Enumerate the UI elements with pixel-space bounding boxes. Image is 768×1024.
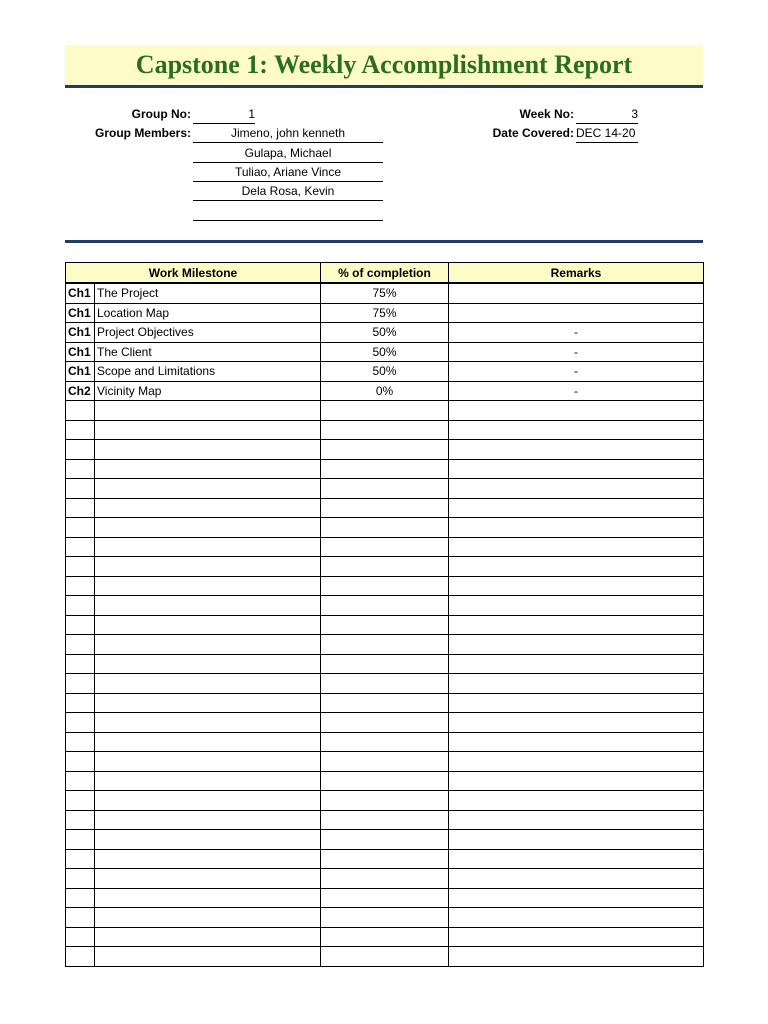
completion-cell: [321, 479, 449, 499]
table-row: [66, 752, 704, 772]
milestone-cell: [95, 693, 321, 713]
chapter-cell: [66, 401, 95, 421]
date-covered-label: Date Covered:: [492, 126, 574, 140]
completion-cell: [321, 674, 449, 694]
table-row: [66, 440, 704, 460]
chapter-cell: [66, 557, 95, 577]
chapter-cell: [66, 771, 95, 791]
chapter-cell: [66, 888, 95, 908]
completion-cell: [321, 420, 449, 440]
remarks-cell: [449, 537, 704, 557]
remarks-cell: [449, 557, 704, 577]
remarks-cell: [449, 615, 704, 635]
remarks-cell: [449, 713, 704, 733]
completion-cell: [321, 518, 449, 538]
milestone-cell: [95, 654, 321, 674]
table-row: [66, 635, 704, 655]
milestone-cell: [95, 635, 321, 655]
completion-cell: [321, 713, 449, 733]
table-row: [66, 401, 704, 421]
completion-cell: 50%: [321, 362, 449, 382]
member-1: Jimeno, john kenneth: [193, 125, 383, 143]
milestone-cell: Location Map: [95, 303, 321, 323]
table-row: [66, 674, 704, 694]
table-row: [66, 342, 704, 362]
chapter-cell: [66, 869, 95, 889]
chapter-cell: [66, 791, 95, 811]
remarks-cell: [449, 420, 704, 440]
milestone-cell: [95, 459, 321, 479]
table-row: [66, 596, 704, 616]
remarks-cell: [449, 908, 704, 928]
milestone-cell: [95, 830, 321, 850]
milestone-cell: [95, 947, 321, 967]
table-row: [66, 869, 704, 889]
chapter-cell: [66, 440, 95, 460]
remarks-cell: [449, 810, 704, 830]
completion-cell: 50%: [321, 342, 449, 362]
report-title: Capstone 1: Weekly Accomplishment Report: [135, 50, 633, 79]
table-row: [66, 732, 704, 752]
table-row: [66, 908, 704, 928]
chapter-cell: [66, 420, 95, 440]
table-row: [66, 576, 704, 596]
milestone-cell: [95, 849, 321, 869]
chapter-cell: [66, 849, 95, 869]
milestone-cell: [95, 596, 321, 616]
milestone-cell: Project Objectives: [95, 323, 321, 343]
chapter-cell: [66, 732, 95, 752]
completion-cell: [321, 771, 449, 791]
milestone-cell: [95, 752, 321, 772]
table-row: [66, 479, 704, 499]
milestone-cell: [95, 401, 321, 421]
remarks-cell: [449, 693, 704, 713]
remarks-cell: [449, 401, 704, 421]
milestone-cell: [95, 440, 321, 460]
table-row: [66, 303, 704, 323]
remarks-cell: [449, 674, 704, 694]
chapter-cell: Ch1: [66, 303, 95, 323]
completion-cell: [321, 401, 449, 421]
table-row: [66, 849, 704, 869]
completion-cell: [321, 576, 449, 596]
week-no-label: Week No:: [519, 107, 574, 121]
completion-cell: 50%: [321, 323, 449, 343]
remarks-cell: [449, 479, 704, 499]
remarks-cell: [449, 303, 704, 323]
chapter-cell: [66, 459, 95, 479]
header-remarks: Remarks: [449, 263, 704, 284]
table-row: [66, 323, 704, 343]
milestone-cell: [95, 498, 321, 518]
chapter-cell: [66, 810, 95, 830]
remarks-cell: [449, 732, 704, 752]
milestone-cell: [95, 888, 321, 908]
milestone-cell: [95, 713, 321, 733]
chapter-cell: [66, 947, 95, 967]
table-row: [66, 362, 704, 382]
milestone-cell: [95, 810, 321, 830]
milestone-cell: [95, 576, 321, 596]
chapter-cell: [66, 908, 95, 928]
remarks-cell: -: [449, 381, 704, 401]
completion-cell: [321, 732, 449, 752]
table-row: [66, 283, 704, 303]
milestone-cell: Vicinity Map: [95, 381, 321, 401]
remarks-cell: [449, 830, 704, 850]
chapter-cell: [66, 693, 95, 713]
completion-cell: [321, 927, 449, 947]
member-3: Tuliao, Ariane Vince: [193, 164, 383, 182]
chapter-cell: Ch1: [66, 283, 95, 303]
remarks-cell: [449, 635, 704, 655]
remarks-cell: [449, 849, 704, 869]
milestone-cell: [95, 908, 321, 928]
chapter-cell: Ch2: [66, 381, 95, 401]
completion-cell: [321, 557, 449, 577]
table-row: [66, 654, 704, 674]
completion-cell: [321, 537, 449, 557]
completion-cell: 75%: [321, 303, 449, 323]
remarks-cell: [449, 596, 704, 616]
milestone-cell: [95, 771, 321, 791]
remarks-cell: [449, 654, 704, 674]
chapter-cell: [66, 537, 95, 557]
table-row: [66, 771, 704, 791]
table-row: [66, 420, 704, 440]
completion-cell: [321, 596, 449, 616]
remarks-cell: [449, 498, 704, 518]
chapter-cell: [66, 615, 95, 635]
remarks-cell: [449, 888, 704, 908]
chapter-cell: [66, 596, 95, 616]
milestone-cell: [95, 537, 321, 557]
milestone-cell: [95, 615, 321, 635]
milestone-cell: [95, 420, 321, 440]
header-completion: % of completion: [321, 263, 449, 284]
remarks-cell: [449, 576, 704, 596]
remarks-cell: -: [449, 323, 704, 343]
completion-cell: [321, 908, 449, 928]
chapter-cell: [66, 927, 95, 947]
completion-cell: [321, 849, 449, 869]
remarks-cell: [449, 283, 704, 303]
chapter-cell: [66, 713, 95, 733]
milestone-cell: [95, 927, 321, 947]
remarks-cell: -: [449, 342, 704, 362]
week-no-value: 3: [576, 106, 638, 124]
completion-cell: [321, 830, 449, 850]
chapter-cell: [66, 830, 95, 850]
completion-cell: [321, 459, 449, 479]
milestone-cell: [95, 557, 321, 577]
milestone-cell: [95, 518, 321, 538]
group-members-label: Group Members:: [94, 126, 191, 140]
chapter-cell: [66, 674, 95, 694]
table-row: [66, 518, 704, 538]
completion-cell: [321, 498, 449, 518]
remarks-cell: [449, 791, 704, 811]
chapter-cell: [66, 654, 95, 674]
section-divider: [65, 240, 703, 243]
table-row: [66, 459, 704, 479]
milestone-cell: The Project: [95, 283, 321, 303]
member-2: Gulapa, Michael: [193, 145, 383, 163]
chapter-cell: Ch1: [66, 323, 95, 343]
completion-cell: 75%: [321, 283, 449, 303]
table-row: [66, 381, 704, 401]
table-row: [66, 830, 704, 850]
chapter-cell: Ch1: [66, 362, 95, 382]
report-title-bar: [65, 45, 703, 88]
table-header-row: [66, 263, 704, 284]
remarks-cell: [449, 869, 704, 889]
milestone-cell: Scope and Limitations: [95, 362, 321, 382]
milestone-cell: [95, 732, 321, 752]
remarks-cell: -: [449, 362, 704, 382]
milestone-cell: [95, 869, 321, 889]
chapter-cell: [66, 479, 95, 499]
table-row: [66, 713, 704, 733]
date-covered-value: DEC 14-20: [576, 125, 638, 143]
table-row: [66, 888, 704, 908]
chapter-cell: [66, 518, 95, 538]
group-no-label: Group No:: [131, 107, 191, 121]
table-row: [66, 498, 704, 518]
remarks-cell: [449, 771, 704, 791]
chapter-cell: [66, 576, 95, 596]
table-row: [66, 615, 704, 635]
remarks-cell: [449, 752, 704, 772]
completion-cell: [321, 869, 449, 889]
table-row: [66, 947, 704, 967]
completion-cell: 0%: [321, 381, 449, 401]
milestone-cell: The Client: [95, 342, 321, 362]
chapter-cell: Ch1: [66, 342, 95, 362]
chapter-cell: [66, 498, 95, 518]
member-4: Dela Rosa, Kevin: [193, 183, 383, 201]
header-work-milestone: Work Milestone: [66, 263, 321, 284]
completion-cell: [321, 440, 449, 460]
completion-cell: [321, 947, 449, 967]
milestone-cell: [95, 479, 321, 499]
table-row: [66, 927, 704, 947]
milestone-table: [65, 262, 704, 967]
remarks-cell: [449, 927, 704, 947]
completion-cell: [321, 693, 449, 713]
completion-cell: [321, 635, 449, 655]
completion-cell: [321, 791, 449, 811]
remarks-cell: [449, 440, 704, 460]
milestone-cell: [95, 791, 321, 811]
table-row: [66, 537, 704, 557]
member-5: [193, 203, 383, 221]
remarks-cell: [449, 459, 704, 479]
completion-cell: [321, 888, 449, 908]
table-row: [66, 791, 704, 811]
completion-cell: [321, 810, 449, 830]
chapter-cell: [66, 752, 95, 772]
milestone-cell: [95, 674, 321, 694]
remarks-cell: [449, 518, 704, 538]
remarks-cell: [449, 947, 704, 967]
table-row: [66, 557, 704, 577]
completion-cell: [321, 752, 449, 772]
completion-cell: [321, 654, 449, 674]
group-no-value: 1: [193, 106, 255, 124]
chapter-cell: [66, 635, 95, 655]
completion-cell: [321, 615, 449, 635]
table-row: [66, 693, 704, 713]
table-row: [66, 810, 704, 830]
